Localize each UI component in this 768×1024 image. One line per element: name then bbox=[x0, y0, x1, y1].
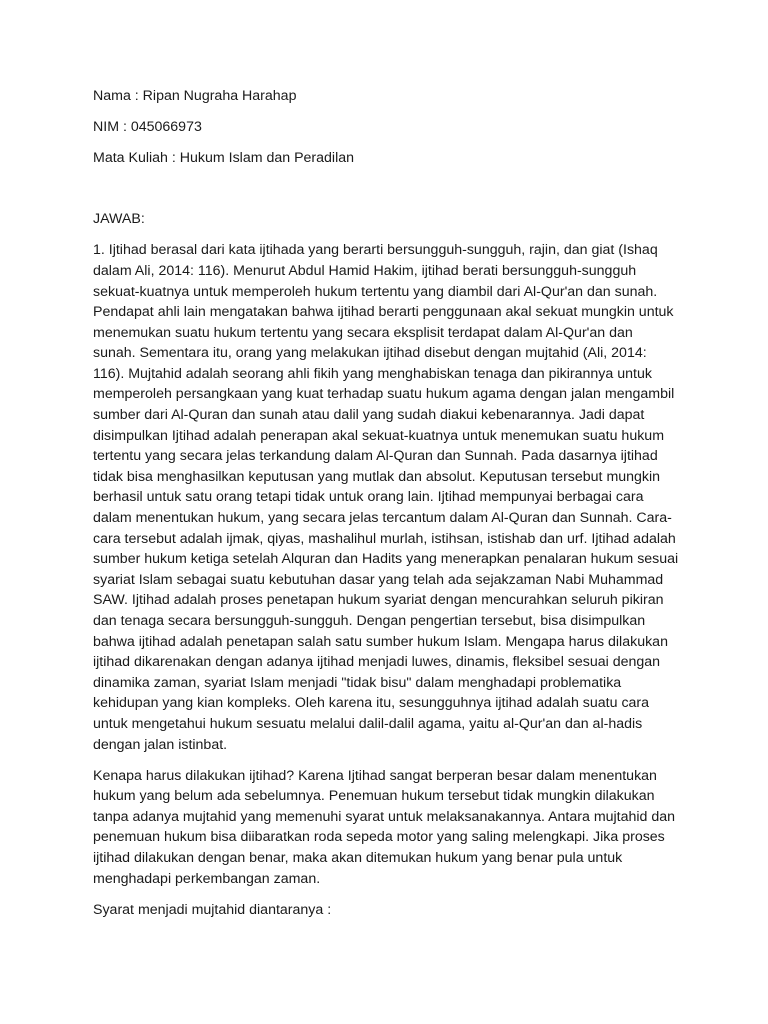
text-line: sumber dari Al-Quran dan sunah atau dalil yang sudah diakui kebenarannya. Jadi dapat bbox=[93, 407, 645, 424]
text-line: cara tersebut adalah ijmak, qiyas, mashalihul murlah, istihsan, istishab dan urf. Ijtihad adalah bbox=[93, 530, 676, 547]
text-line: penemuan hukum bisa diibaratkan roda sepeda motor yang saling melengkapi. Jika proses bbox=[93, 829, 665, 846]
text-line: bahwa ijtihad adalah penetapan salah satu sumber hukum Islam. Mengapa harus dilakukan bbox=[93, 633, 668, 650]
text-line: dinamika zaman, syariat Islam menjadi "tidak bisu" dalam menghadapi problematika bbox=[93, 674, 622, 691]
answer-label: JAWAB: bbox=[93, 211, 145, 228]
text-line: menemukan suatu hukum tertentu yang secara eksplisit terdapat dalam Al-Qur'an dan bbox=[93, 324, 633, 341]
text-line: 116). Mujtahid adalah seorang ahli fikih yang menghabiskan tenaga dan pikirannya untuk bbox=[93, 365, 652, 382]
text-line: sunah. Sementara itu, orang yang melakukan ijtihad disebut dengan mujtahid (Ali, 2014: bbox=[93, 345, 647, 362]
text-line: dan tenaga secara bersungguh-sungguh. Dengan pengertian tersebut, bisa disimpulkan bbox=[93, 613, 646, 630]
text-line: 1. Ijtihad berasal dari kata ijtihada yang berarti bersungguh-sungguh, rajin, dan giat (Ishaq bbox=[93, 242, 658, 259]
text-line: sumber hukum ketiga setelah Alquran dan Hadits yang menerapkan penalaran hukum sesuai bbox=[93, 551, 679, 568]
paragraph bbox=[93, 766, 676, 890]
course-name: Mata Kuliah : Hukum Islam dan Peradilan bbox=[93, 149, 355, 166]
text-line: Syarat menjadi mujtahid diantaranya : bbox=[93, 901, 332, 918]
text-line: untuk mengetahui hukum sesuatu melalui dalil-dalil agama, yaitu al-Qur'an dan al-hadis bbox=[93, 715, 643, 732]
text-line: dalam Ali, 2014: 116). Menurut Abdul Hamid Hakim, ijtihad berati bersungguh-sungguh bbox=[93, 262, 637, 279]
text-line: ijtihad dilakukan dengan benar, maka akan ditemukan hukum yang benar pula untuk bbox=[93, 849, 623, 866]
text-line: menghadapi perkembangan zaman. bbox=[93, 870, 321, 887]
text-line: tanpa adanya mujtahid yang memenuhi syarat untuk melaksanakannya. Antara mujtahid dan bbox=[93, 808, 676, 825]
text-line: SAW. Ijtihad adalah proses penetapan hukum syariat dengan mencurahkan seluruh pikiran bbox=[93, 592, 664, 609]
text-line: syariat Islam sebagai suatu kebutuhan dasar yang telah ada sejakzaman Nabi Muhammad bbox=[93, 571, 664, 588]
document-body bbox=[93, 86, 679, 931]
text-line: tertentu yang secara jelas terkandung dalam Al-Quran dan Sunnah. Pada dasarnya ijtihad bbox=[93, 448, 658, 465]
paragraph bbox=[93, 240, 679, 755]
text-line: Pendapat ahli lain mengatakan bahwa ijtihad berarti penggunaan akal sekuat mungkin untuk bbox=[93, 304, 674, 321]
paragraph bbox=[93, 900, 673, 921]
text-line: dengan jalan istinbat. bbox=[93, 736, 228, 753]
blank-line bbox=[93, 178, 673, 209]
text-line: kehidupan yang kian kompleks. Oleh karena itu, sesungguhnya ijtihad adalah suatu cara bbox=[93, 695, 650, 712]
text-line: berhasil untuk satu orang tetapi tidak untuk orang lain. Ijtihad mempunyai berbagai cara bbox=[93, 489, 644, 506]
text-line: disimpulkan Ijtihad adalah penerapan akal sekuat-kuatnya untuk menemukan suatu hukum bbox=[93, 427, 665, 444]
student-name: Nama : Ripan Nugraha Harahap bbox=[93, 88, 297, 104]
text-line: memperoleh persangkaan yang kuat terhadap suatu hukum agama dengan jalan mengambil bbox=[93, 386, 675, 403]
student-nim: NIM : 045066973 bbox=[93, 118, 202, 135]
text-line: sekuat-kuatnya untuk memperoleh hukum tertentu yang diambil dari Al-Qur'an dan sunah. bbox=[93, 283, 658, 300]
text-line: Kenapa harus dilakukan ijtihad? Karena Ijtihad sangat berperan besar dalam menentukan bbox=[93, 767, 657, 784]
text-line: dalam menentukan hukum, yang secara jelas tercantum dalam Al-Quran dan Sunnah. Cara- bbox=[93, 510, 672, 527]
answer-paragraphs bbox=[93, 240, 679, 920]
text-line: hukum yang belum ada sebelumnya. Penemuan hukum tersebut tidak mungkin dilakukan bbox=[93, 788, 655, 805]
text-line: tidak bisa menghasilkan keputusan yang mutlak dan absolut. Keputusan tersebut mungkin bbox=[93, 468, 661, 485]
text-line: ijtihad dikarenakan dengan adanya ijtihad menjadi luwes, dinamis, fleksibel sesuai dengan bbox=[93, 654, 661, 671]
